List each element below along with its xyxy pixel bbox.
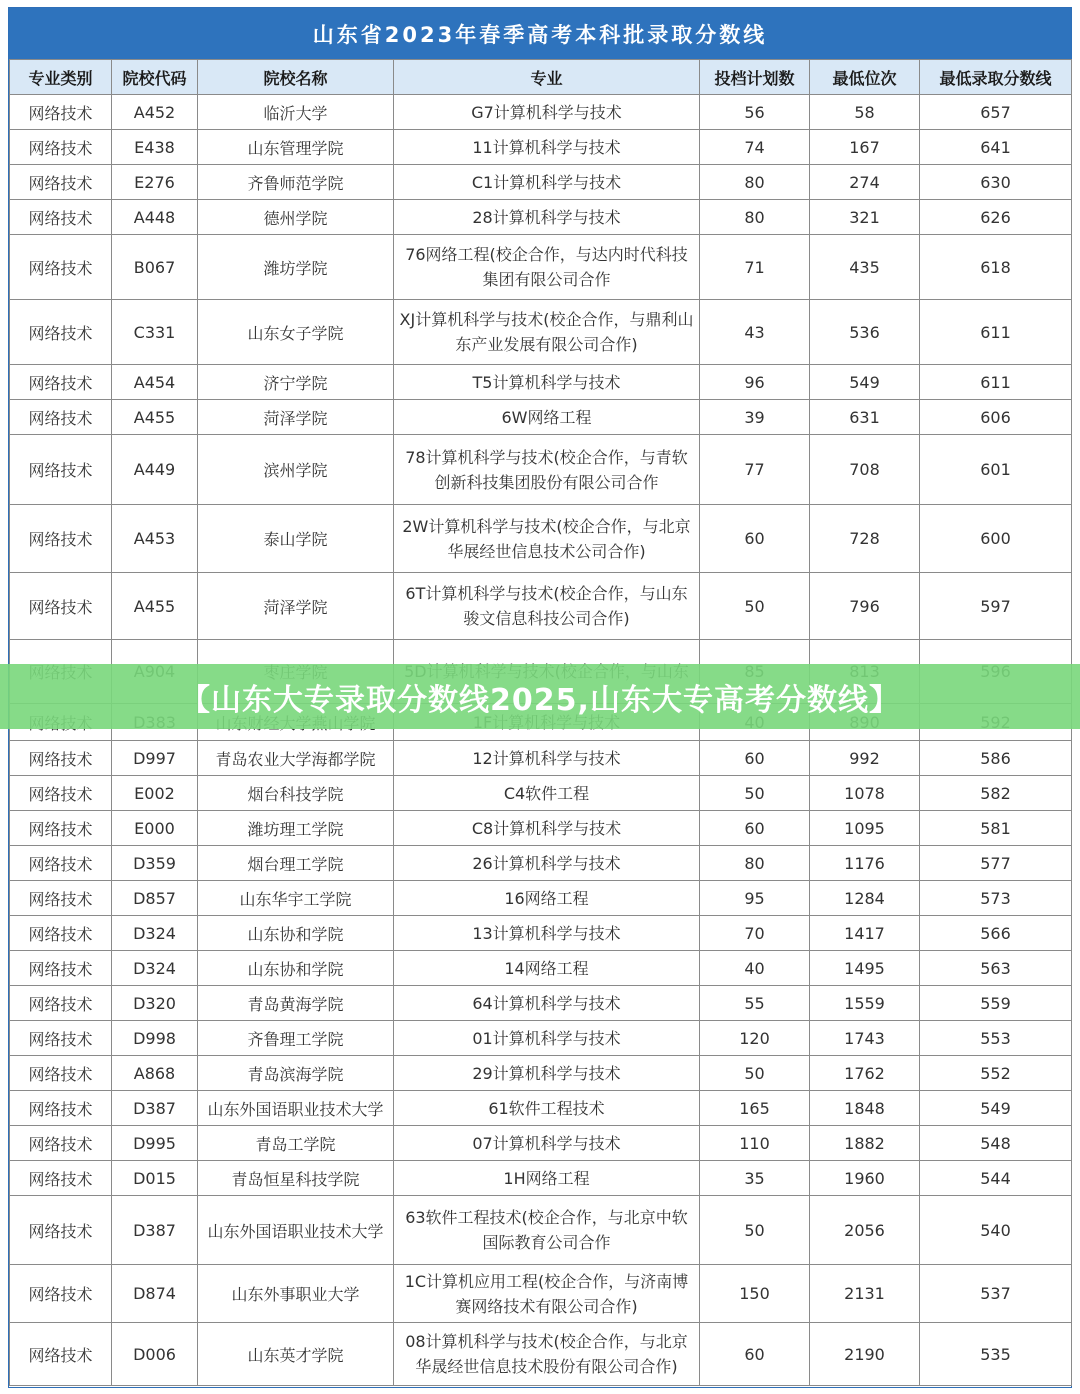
table-cell: 553	[920, 1021, 1072, 1056]
table-cell: 1960	[810, 1161, 920, 1196]
table-cell: 631	[810, 400, 920, 435]
table-cell: 95	[700, 881, 810, 916]
table-cell: D997	[112, 741, 198, 776]
table-cell: 6W网络工程	[394, 400, 700, 435]
table-cell: D320	[112, 986, 198, 1021]
table-cell: 网络技术	[10, 776, 112, 811]
table-cell: A455	[112, 573, 198, 640]
table-cell: 2190	[810, 1323, 920, 1386]
table-cell: 165	[700, 1091, 810, 1126]
table-row	[10, 165, 1072, 200]
table-cell: 77	[700, 435, 810, 505]
table-cell: 青岛黄海学院	[198, 986, 394, 1021]
table-cell: 网络技术	[10, 916, 112, 951]
table-row	[10, 776, 1072, 811]
table-cell: 50	[700, 573, 810, 640]
table-cell: 烟台科技学院	[198, 776, 394, 811]
table-cell: 潍坊理工学院	[198, 811, 394, 846]
table-cell: D874	[112, 1265, 198, 1323]
table-cell: 40	[700, 951, 810, 986]
table-cell: 50	[700, 1196, 810, 1265]
table-cell: 71	[700, 235, 810, 300]
table-cell: 山东协和学院	[198, 951, 394, 986]
table-cell: 611	[920, 300, 1072, 365]
table-cell: 60	[700, 1323, 810, 1386]
table-cell: 德州学院	[198, 200, 394, 235]
table-cell: 2131	[810, 1265, 920, 1323]
table-cell: 07计算机科学与技术	[394, 1126, 700, 1161]
table-cell: A455	[112, 400, 198, 435]
table-cell: 菏泽学院	[198, 400, 394, 435]
table-cell: 齐鲁师范学院	[198, 165, 394, 200]
table-cell: 64计算机科学与技术	[394, 986, 700, 1021]
table-cell: 26计算机科学与技术	[394, 846, 700, 881]
table-cell: 网络技术	[10, 95, 112, 130]
table-cell: 青岛工学院	[198, 1126, 394, 1161]
table-cell: A448	[112, 200, 198, 235]
table-cell: 63软件工程技术(校企合作，与北京中软国际教育公司合作	[394, 1196, 700, 1265]
table-row	[10, 881, 1072, 916]
table-cell: 110	[700, 1126, 810, 1161]
table-cell: 1176	[810, 846, 920, 881]
table-row	[10, 435, 1072, 505]
table-cell: D995	[112, 1126, 198, 1161]
table-row	[10, 235, 1072, 300]
table-cell: D359	[112, 846, 198, 881]
table-row	[10, 95, 1072, 130]
table-cell: 青岛农业大学海都学院	[198, 741, 394, 776]
table-cell: 70	[700, 916, 810, 951]
table-cell: A454	[112, 365, 198, 400]
table-cell: 577	[920, 846, 1072, 881]
table-cell: D015	[112, 1161, 198, 1196]
table-row	[10, 1056, 1072, 1091]
table-cell: 35	[700, 1161, 810, 1196]
table-cell: G7计算机科学与技术	[394, 95, 700, 130]
table-cell: 80	[700, 846, 810, 881]
table-cell: 网络技术	[10, 1265, 112, 1323]
table-row	[10, 1196, 1072, 1265]
table-cell: 274	[810, 165, 920, 200]
table-cell: 11计算机科学与技术	[394, 130, 700, 165]
table-cell: E000	[112, 811, 198, 846]
table-cell: 网络技术	[10, 881, 112, 916]
table-row	[10, 1126, 1072, 1161]
table-cell: 537	[920, 1265, 1072, 1323]
table-cell: 563	[920, 951, 1072, 986]
table-cell: 网络技术	[10, 811, 112, 846]
table-row	[10, 986, 1072, 1021]
table-cell: 618	[920, 235, 1072, 300]
table-cell: 611	[920, 365, 1072, 400]
table-cell: D387	[112, 1091, 198, 1126]
table-cell: C331	[112, 300, 198, 365]
table-cell: 16网络工程	[394, 881, 700, 916]
table-cell: 网络技术	[10, 235, 112, 300]
table-cell: 13计算机科学与技术	[394, 916, 700, 951]
table-cell: 536	[810, 300, 920, 365]
table-cell: 网络技术	[10, 1196, 112, 1265]
table-header-row	[10, 60, 1072, 95]
table-cell: 61软件工程技术	[394, 1091, 700, 1126]
table-cell: 1284	[810, 881, 920, 916]
table-cell: 540	[920, 1196, 1072, 1265]
table-cell: 76网络工程(校企合作，与达内时代科技集团有限公司合作	[394, 235, 700, 300]
table-cell: 1078	[810, 776, 920, 811]
table-cell: 657	[920, 95, 1072, 130]
table-cell: 641	[920, 130, 1072, 165]
table-cell: 12计算机科学与技术	[394, 741, 700, 776]
table-row	[10, 1021, 1072, 1056]
table-cell: 96	[700, 365, 810, 400]
table-cell: 548	[920, 1126, 1072, 1161]
table-cell: 55	[700, 986, 810, 1021]
table-row	[10, 365, 1072, 400]
table-cell: B067	[112, 235, 198, 300]
table-cell: 1559	[810, 986, 920, 1021]
table-cell: 1H网络工程	[394, 1161, 700, 1196]
table-cell: 网络技术	[10, 1021, 112, 1056]
table-cell: 728	[810, 505, 920, 573]
table-cell: 齐鲁理工学院	[198, 1021, 394, 1056]
table-cell: E002	[112, 776, 198, 811]
table-cell: 网络技术	[10, 1161, 112, 1196]
table-cell: 549	[810, 365, 920, 400]
table-cell: 临沂大学	[198, 95, 394, 130]
table-cell: 1743	[810, 1021, 920, 1056]
table-cell: 552	[920, 1056, 1072, 1091]
table-cell: 1882	[810, 1126, 920, 1161]
table-cell: 626	[920, 200, 1072, 235]
table-cell: 992	[810, 741, 920, 776]
table-cell: 菏泽学院	[198, 573, 394, 640]
table-row	[10, 200, 1072, 235]
table-cell: 321	[810, 200, 920, 235]
table-row	[10, 573, 1072, 640]
table-cell: 山东外国语职业技术大学	[198, 1196, 394, 1265]
table-cell: 山东外国语职业技术大学	[198, 1091, 394, 1126]
column-header: 最低录取分数线	[920, 60, 1072, 95]
table-row	[10, 1265, 1072, 1323]
table-cell: 586	[920, 741, 1072, 776]
table-cell: 山东外事职业大学	[198, 1265, 394, 1323]
table-cell: 39	[700, 400, 810, 435]
table-row	[10, 505, 1072, 573]
table-cell: 1495	[810, 951, 920, 986]
table-cell: A449	[112, 435, 198, 505]
table-cell: 60	[700, 811, 810, 846]
table-cell: T5计算机科学与技术	[394, 365, 700, 400]
table-cell: A868	[112, 1056, 198, 1091]
column-header: 专业	[394, 60, 700, 95]
table-cell: 559	[920, 986, 1072, 1021]
table-cell: 滨州学院	[198, 435, 394, 505]
table-cell: 青岛恒星科技学院	[198, 1161, 394, 1196]
table-cell: A452	[112, 95, 198, 130]
table-cell: D324	[112, 916, 198, 951]
table-cell: 青岛滨海学院	[198, 1056, 394, 1091]
table-row	[10, 400, 1072, 435]
table-cell: C4软件工程	[394, 776, 700, 811]
table-cell: 80	[700, 165, 810, 200]
column-header: 专业类别	[10, 60, 112, 95]
table-cell: 网络技术	[10, 1323, 112, 1386]
table-cell: E438	[112, 130, 198, 165]
table-cell: 烟台理工学院	[198, 846, 394, 881]
table-cell: 60	[700, 741, 810, 776]
table-cell: 1C计算机应用工程(校企合作，与济南博赛网络技术有限公司合作)	[394, 1265, 700, 1323]
table-cell: 网络技术	[10, 200, 112, 235]
overlay-banner: 【山东大专录取分数线2025,山东大专高考分数线】	[0, 664, 1080, 729]
table-cell: 50	[700, 776, 810, 811]
table-cell: 6T计算机科学与技术(校企合作，与山东骏文信息科技公司合作)	[394, 573, 700, 640]
table-cell: 50	[700, 1056, 810, 1091]
table-row	[10, 300, 1072, 365]
table-cell: 796	[810, 573, 920, 640]
table-cell: 566	[920, 916, 1072, 951]
table-row	[10, 1091, 1072, 1126]
table-cell: 58	[810, 95, 920, 130]
table-cell: 网络技术	[10, 573, 112, 640]
column-header: 最低位次	[810, 60, 920, 95]
table-cell: 78计算机科学与技术(校企合作，与青软创新科技集团股份有限公司合作	[394, 435, 700, 505]
table-cell: 网络技术	[10, 400, 112, 435]
table-cell: 80	[700, 200, 810, 235]
table-title: 山东省2023年春季高考本科批录取分数线	[9, 8, 1071, 59]
table-cell: 1762	[810, 1056, 920, 1091]
table-row	[10, 811, 1072, 846]
table-row	[10, 1161, 1072, 1196]
table-cell: 630	[920, 165, 1072, 200]
table-cell: XJ计算机科学与技术(校企合作，与鼎利山东产业发展有限公司合作)	[394, 300, 700, 365]
table-cell: 150	[700, 1265, 810, 1323]
table-cell: 29计算机科学与技术	[394, 1056, 700, 1091]
table-cell: 581	[920, 811, 1072, 846]
table-cell: D324	[112, 951, 198, 986]
table-cell: 网络技术	[10, 1126, 112, 1161]
table-cell: 549	[920, 1091, 1072, 1126]
table-body	[10, 95, 1072, 1386]
table-cell: 600	[920, 505, 1072, 573]
column-header: 院校名称	[198, 60, 394, 95]
table-cell: 606	[920, 400, 1072, 435]
table-cell: 1417	[810, 916, 920, 951]
column-header: 投档计划数	[700, 60, 810, 95]
table-cell: 山东协和学院	[198, 916, 394, 951]
table-cell: 60	[700, 505, 810, 573]
table-cell: 潍坊学院	[198, 235, 394, 300]
table-cell: 14网络工程	[394, 951, 700, 986]
table-cell: 573	[920, 881, 1072, 916]
table-cell: 网络技术	[10, 435, 112, 505]
table-cell: 网络技术	[10, 130, 112, 165]
table-cell: 01计算机科学与技术	[394, 1021, 700, 1056]
table-cell: 网络技术	[10, 1056, 112, 1091]
table-cell: C8计算机科学与技术	[394, 811, 700, 846]
table-cell: 1095	[810, 811, 920, 846]
table-cell: 网络技术	[10, 365, 112, 400]
table-cell: E276	[112, 165, 198, 200]
table-cell: 2W计算机科学与技术(校企合作，与北京华展经世信息技术公司合作)	[394, 505, 700, 573]
table-cell: 济宁学院	[198, 365, 394, 400]
table-row	[10, 741, 1072, 776]
table-row	[10, 846, 1072, 881]
table-cell: 74	[700, 130, 810, 165]
table-cell: C1计算机科学与技术	[394, 165, 700, 200]
table-row	[10, 130, 1072, 165]
table-cell: 山东英才学院	[198, 1323, 394, 1386]
table-cell: 167	[810, 130, 920, 165]
table-cell: 网络技术	[10, 300, 112, 365]
table-cell: 网络技术	[10, 505, 112, 573]
table-cell: 网络技术	[10, 741, 112, 776]
table-cell: A453	[112, 505, 198, 573]
column-header: 院校代码	[112, 60, 198, 95]
table-cell: 28计算机科学与技术	[394, 200, 700, 235]
table-cell: 2056	[810, 1196, 920, 1265]
table-cell: 535	[920, 1323, 1072, 1386]
table-cell: 597	[920, 573, 1072, 640]
table-cell: 120	[700, 1021, 810, 1056]
table-cell: 582	[920, 776, 1072, 811]
table-cell: 43	[700, 300, 810, 365]
table-cell: 网络技术	[10, 165, 112, 200]
table-cell: 1848	[810, 1091, 920, 1126]
table-cell: 山东女子学院	[198, 300, 394, 365]
table-cell: 56	[700, 95, 810, 130]
table-cell: 网络技术	[10, 1091, 112, 1126]
table-row	[10, 916, 1072, 951]
table-cell: 网络技术	[10, 846, 112, 881]
table-cell: 泰山学院	[198, 505, 394, 573]
table-cell: D387	[112, 1196, 198, 1265]
table-cell: 435	[810, 235, 920, 300]
table-cell: 544	[920, 1161, 1072, 1196]
table-cell: 网络技术	[10, 951, 112, 986]
table-cell: 601	[920, 435, 1072, 505]
table-cell: 08计算机科学与技术(校企合作，与北京华晟经世信息技术股份有限公司合作)	[394, 1323, 700, 1386]
table-cell: 山东华宇工学院	[198, 881, 394, 916]
table-cell: D006	[112, 1323, 198, 1386]
table-cell: D998	[112, 1021, 198, 1056]
table-cell: 708	[810, 435, 920, 505]
table-row	[10, 1323, 1072, 1386]
table-cell: D857	[112, 881, 198, 916]
table-cell: 山东管理学院	[198, 130, 394, 165]
table-row	[10, 951, 1072, 986]
table-cell: 网络技术	[10, 986, 112, 1021]
